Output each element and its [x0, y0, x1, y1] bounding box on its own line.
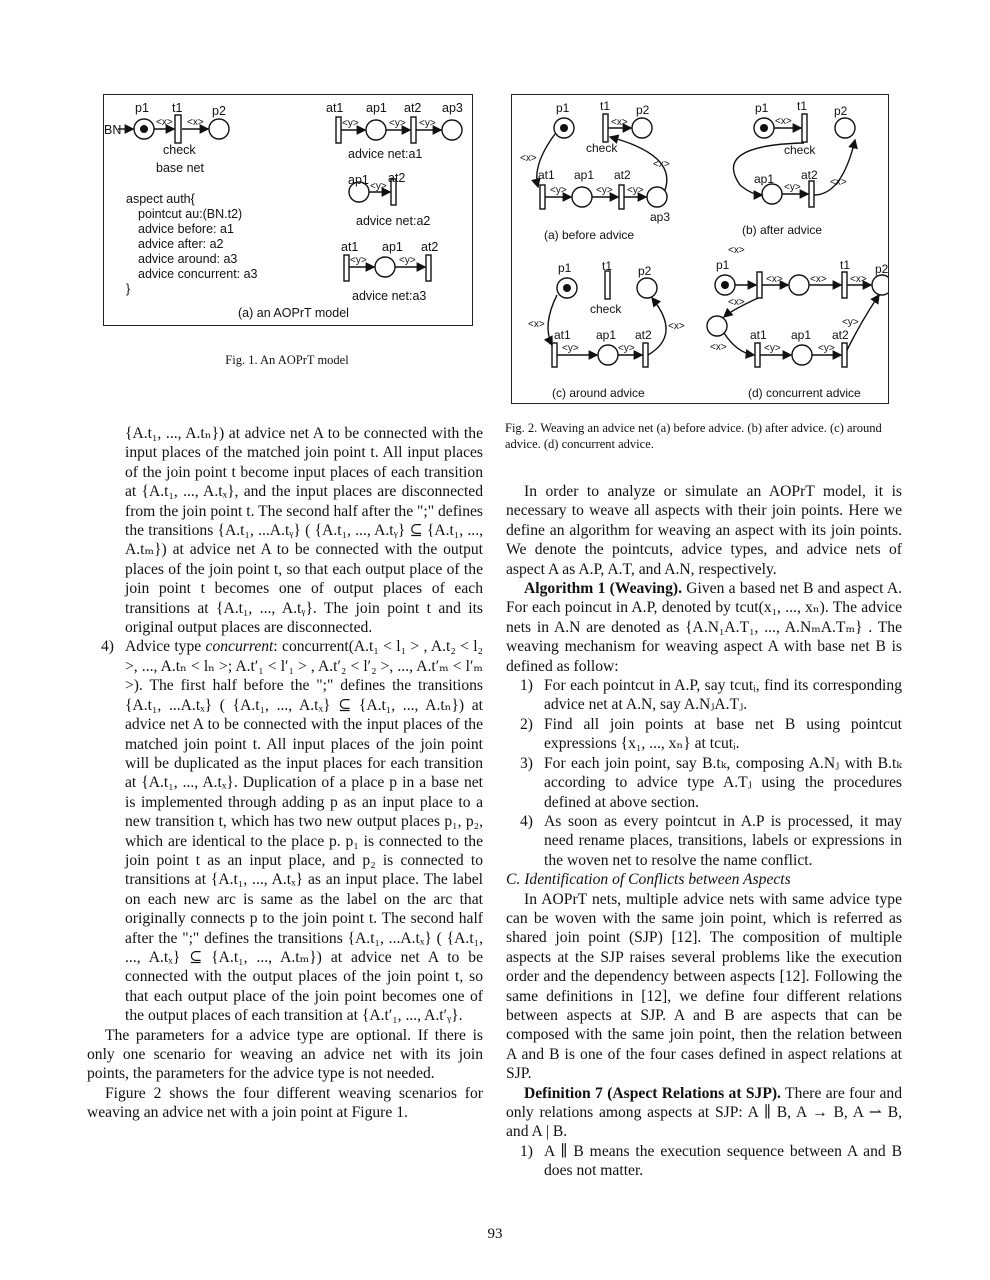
- figure-2-diagram: [512, 95, 888, 403]
- svg-text:at2: at2: [421, 240, 439, 254]
- svg-text:<y>: <y>: [350, 255, 367, 266]
- svg-text:<y>: <y>: [550, 185, 567, 196]
- svg-text:at2: at2: [614, 168, 631, 182]
- svg-text:ap1: ap1: [596, 328, 617, 342]
- page-number: 93: [487, 1226, 503, 1242]
- svg-text:at2: at2: [832, 328, 849, 342]
- svg-text:(d) concurrent advice: (d) concurrent advice: [748, 386, 861, 400]
- list-item: 3) For each join point, say B.tₖ, composing A.Nⱼ with B.tₖ according to advice type A.Tⱼ using the procedures defined at above section.: [520, 754, 902, 811]
- svg-text:(b) after advice: (b) after advice: [742, 223, 823, 237]
- svg-text:<x>: <x>: [653, 159, 670, 170]
- svg-text:t1: t1: [602, 259, 613, 273]
- svg-text:p2: p2: [212, 104, 226, 118]
- svg-text:advice around: a3: advice around: a3: [138, 252, 238, 266]
- svg-text:at1: at1: [538, 168, 555, 182]
- svg-text:at1: at1: [750, 328, 767, 342]
- svg-text:<y>: <y>: [419, 118, 436, 129]
- weaving-steps: [506, 676, 902, 870]
- svg-text:<y>: <y>: [784, 182, 801, 193]
- svg-text:p2: p2: [875, 262, 888, 276]
- svg-text:<y>: <y>: [818, 343, 835, 354]
- transition-t1: [175, 115, 181, 143]
- svg-text:<x>: <x>: [668, 321, 685, 332]
- figure-2-caption: Fig. 2. Weaving an advice net (a) before advice. (b) after advice. (c) around advice. (d) concurrent advice.: [505, 421, 882, 451]
- svg-text:t1: t1: [600, 99, 611, 113]
- list-item: 4) As soon as every pointcut in A.P is processed, it may need rename places, transitions, labels or expressions in the woven net to resolve the name conflict.: [520, 812, 902, 869]
- paragraph: The parameters for a advice type are optional. If there is only one scenario for weaving an advice net with its join points, the parameters for the advice type is not needed.: [87, 1026, 483, 1083]
- svg-text:advice concurrent: a3: advice concurrent: a3: [138, 267, 258, 281]
- svg-text:p1: p1: [556, 101, 570, 115]
- svg-text:check: check: [586, 141, 618, 155]
- paragraph: {A.t₁, ..., A.tₙ}) at advice net A to be connected with the input places of the matched join point t. All input places of the join point t become input places of each transition at {A.t₁, ..., A.tₓ}, and the input places are disconnected from the join point t. The second half after the ";" defines the transitions {A.t₁, ...A.tᵧ} ( {A.t₁, ..., A.tᵧ} ⊆ {A.t₁, ..., A.tₘ}) at advice net A to be connected with the output places of the join point t, so that each output place of the join point t becomes one of output places of each transitions at {A.t₁, ..., A.tᵧ}. The join point t and its original output places are disconnected.: [125, 425, 484, 637]
- svg-text:advice before: a1: advice before: a1: [138, 222, 234, 236]
- svg-text:at1: at1: [341, 240, 359, 254]
- paragraph: Figure 2 shows the four different weaving scenarios for weaving an advice net with a join point at Figure 1.: [87, 1084, 483, 1122]
- figure-1-caption: Fig. 1. An AOPrT model: [225, 353, 349, 367]
- algorithm-1: Algorithm 1 (Weaving). Given a based net B and aspect A. For each poincut in A.P, denoted by tcut(x₁, ..., xₙ). The advice nets in A.N are denoted as {A.N₁A.T₁, ..., A.NₘA.Tₘ} . The weaving mechanism for weaving aspect A with base net B is defined as follow:: [506, 580, 902, 675]
- svg-text:aspect auth{: aspect auth{: [126, 192, 195, 206]
- svg-text:t1: t1: [840, 258, 851, 272]
- svg-text:<x>: <x>: [611, 117, 628, 128]
- svg-text:ap3: ap3: [650, 210, 671, 224]
- label-bn: BN: [104, 123, 122, 137]
- svg-text:p1: p1: [716, 258, 730, 272]
- definition-7: Definition 7 (Aspect Relations at SJP). There are four and only relations among aspects at SJP: A ∥ B, A → B, A ⇀ B, and A | B.: [506, 1084, 902, 1141]
- svg-text:ap1: ap1: [791, 328, 812, 342]
- svg-text:advice after: a2: advice after: a2: [138, 237, 224, 251]
- figure-2: [511, 94, 889, 404]
- svg-text:<x>: <x>: [728, 297, 745, 308]
- svg-text:<x>: <x>: [520, 153, 537, 164]
- svg-text:<x>: <x>: [850, 274, 867, 285]
- svg-text:p2: p2: [834, 104, 848, 118]
- svg-text:advice net:a1: advice net:a1: [348, 147, 423, 161]
- svg-text:<x>: <x>: [710, 342, 727, 353]
- place-p2: [209, 119, 229, 139]
- svg-text:<y>: <y>: [342, 118, 359, 129]
- svg-text:(a) before advice: (a) before advice: [544, 228, 635, 242]
- svg-text:<x>: <x>: [830, 177, 847, 188]
- svg-text:ap3: ap3: [442, 101, 463, 115]
- svg-text:<y>: <y>: [764, 343, 781, 354]
- svg-text:<y>: <y>: [596, 185, 613, 196]
- advice-type-list: [87, 637, 483, 1025]
- relation-list: [506, 1142, 902, 1181]
- paragraph: In AOPrT nets, multiple advice nets with same advice type can be woven with the same join point, which is referred as shared join point (SJP) [12]. The composition of multiple aspects at the SJP raises several problems like the execution order and the dependency between aspects [12]. Following the same definitions in [12], we define four different relations between aspects at SJP. A and B are aspects that can be composed with the same join point, then the relation between A and B is one of the four cases defined in aspect relations at SJP.: [506, 890, 902, 1083]
- svg-text:ap1: ap1: [574, 168, 595, 182]
- svg-text:at2: at2: [635, 328, 652, 342]
- svg-text:<y>: <y>: [370, 181, 387, 192]
- svg-text:<x>: <x>: [775, 116, 792, 127]
- svg-text:<y>: <y>: [618, 343, 635, 354]
- svg-text:check: check: [163, 143, 196, 157]
- list-item: 2) Find all join points at base net B using pointcut expressions {x₁, ..., xₙ} at tcutᵢ.: [520, 715, 902, 753]
- svg-text:p2: p2: [636, 103, 650, 117]
- svg-text:(a) an AOPrT model: (a) an AOPrT model: [238, 306, 349, 320]
- svg-text:ap1: ap1: [754, 172, 775, 186]
- svg-text:at2: at2: [404, 101, 422, 115]
- svg-text:<y>: <y>: [389, 118, 406, 129]
- paragraph: In order to analyze or simulate an AOPrT model, it is necessary to weave all aspects with their join points. Here we define an algorithm for weaving an aspect with its join points. We denote the pointcuts, advice types, and advice nets of aspect A as A.P, A.T, and A.N, respectively.: [506, 483, 902, 578]
- svg-text:<x>: <x>: [187, 117, 204, 128]
- svg-text:t1: t1: [797, 99, 808, 113]
- left-column: [87, 424, 483, 1123]
- svg-text:check: check: [590, 302, 622, 316]
- svg-text:(c) around advice: (c) around advice: [552, 386, 645, 400]
- svg-text:<x>: <x>: [728, 245, 745, 256]
- svg-text:<x>: <x>: [766, 274, 783, 285]
- svg-text:p1: p1: [755, 101, 769, 115]
- svg-text:at1: at1: [554, 328, 571, 342]
- list-item: 1) For each pointcut in A.P, say tcutᵢ, find its corresponding advice net at A.N, say A.NⱼA.Tⱼ.: [520, 677, 902, 714]
- right-column: [506, 482, 902, 1181]
- svg-text:<y>: <y>: [399, 255, 416, 266]
- list-item: 1) A ∥ B means the execution sequence between A and B does not matter.: [520, 1142, 902, 1180]
- svg-text:ap1: ap1: [382, 240, 403, 254]
- svg-text:t1: t1: [172, 101, 183, 115]
- figure-1: [103, 94, 473, 326]
- svg-text:check: check: [784, 143, 816, 157]
- svg-text:<y>: <y>: [842, 317, 859, 328]
- svg-text:at1: at1: [326, 101, 344, 115]
- svg-text:<y>: <y>: [627, 185, 644, 196]
- svg-text:pointcut au:(BN.t2): pointcut au:(BN.t2): [138, 207, 243, 221]
- svg-text:p1: p1: [558, 261, 572, 275]
- figure-1-diagram: [104, 95, 472, 325]
- svg-text:at2: at2: [388, 171, 406, 185]
- svg-text:advice net:a3: advice net:a3: [352, 289, 427, 303]
- svg-text:<x>: <x>: [156, 117, 173, 128]
- svg-text:base net: base net: [156, 161, 204, 175]
- svg-text:}: }: [126, 282, 131, 296]
- section-heading: C. Identification of Conflicts between Aspects: [506, 871, 791, 889]
- svg-text:ap1: ap1: [348, 173, 369, 187]
- svg-text:p2: p2: [638, 264, 652, 278]
- svg-text:at2: at2: [801, 168, 818, 182]
- svg-text:ap1: ap1: [366, 101, 387, 115]
- svg-text:<y>: <y>: [562, 343, 579, 354]
- svg-text:advice net:a2: advice net:a2: [356, 214, 431, 228]
- token: [140, 125, 148, 133]
- svg-text:p1: p1: [135, 101, 149, 115]
- aspect-definition: [126, 192, 258, 296]
- svg-text:<x>: <x>: [528, 319, 545, 330]
- list-item: 4) Advice type concurrent: concurrent(A.t₁ < l₁ > , A.t₂ < l₂ >, ..., A.tₙ < lₙ >; A.t′₁ < l′₁ > , A.t′₂ < l′₂ >, ..., A.t′ₘ < l′ₘ >). The first half before the ";" defines the transitions {A.t₁, ...A.tₓ} ( {A.t₁, ..., A.tₓ} ⊆ {A.t₁, ..., A.tₙ}) at advice net A to be connected with the input places of the matched join point t. All input places of the join point will be duplicated as the input places for each transition at {A.t₁, ..., A.tₓ}. Duplication of a place p in a base net is implemented through adding p as an input place to a new transition t, which has two new output places p₁, p₂, which are identical to the place p. p₁ is connected to the join point t as an input place, and p₂ is connected to transitions at {A.t₁, ..., A.tₓ} as an input place. The label on each new arc is same as the label on the arc that originally connects p to the join point t. The second half after the ";" defines the transitions {A.t₁, ...A.tₓ} ( {A.t₁, ..., A.tₓ} ⊆ {A.t₁, ..., A.tₘ}) at advice net A to be connected with the output places of the join point t, so that each output place of the join point becomes one of the output places of each transition at {A.t′₁, ..., A.t′ᵧ}.: [101, 638, 483, 1025]
- svg-text:<x>: <x>: [810, 274, 827, 285]
